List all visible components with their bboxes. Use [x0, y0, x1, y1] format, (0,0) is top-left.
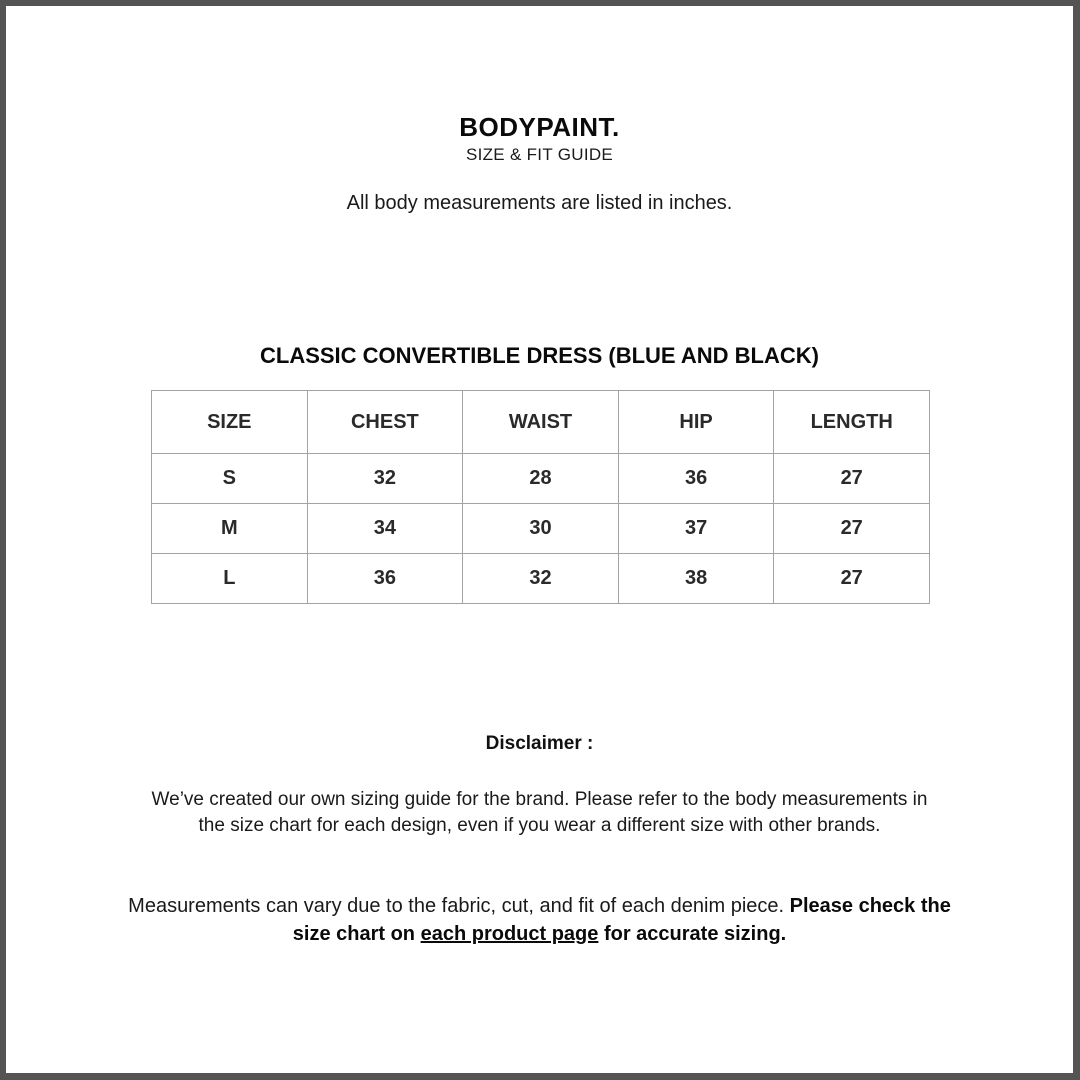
column-header-chest: CHEST [307, 391, 463, 454]
column-header-waist: WAIST [463, 391, 619, 454]
cell-waist: 28 [463, 454, 619, 504]
disclaimer-paragraph: We’ve created our own sizing guide for the brand. Please refer to the body measurements in the size chart for each design, even if you wear a different size with other brands. [151, 789, 928, 836]
cell-size: M [152, 504, 308, 554]
size-table [151, 390, 930, 604]
cell-chest: 36 [307, 554, 463, 604]
disclaimer-title: Disclaimer : [485, 733, 594, 754]
cell-hip: 38 [618, 554, 774, 604]
cell-hip: 37 [618, 504, 774, 554]
cell-size: L [152, 554, 308, 604]
size-guide-page [6, 6, 1073, 1073]
column-header-size: SIZE [152, 391, 308, 454]
column-header-hip: HIP [618, 391, 774, 454]
table-header-row [152, 391, 930, 454]
cell-waist: 30 [463, 504, 619, 554]
cell-waist: 32 [463, 554, 619, 604]
product-title: CLASSIC CONVERTIBLE DRESS (BLUE AND BLACK) [260, 343, 819, 368]
cell-size: S [152, 454, 308, 504]
units-note: All body measurements are listed in inches. [346, 192, 733, 214]
cell-hip: 36 [618, 454, 774, 504]
disclaimer-paragraph-2 [126, 892, 953, 948]
disclaimer-bold-text: Please check the size chart on [292, 895, 951, 945]
brand-title: BODYPAINT. [459, 112, 620, 142]
table-row [152, 554, 930, 604]
product-page-link[interactable]: each product page [420, 923, 599, 945]
cell-length: 27 [774, 554, 930, 604]
cell-chest: 34 [307, 504, 463, 554]
cell-length: 27 [774, 454, 930, 504]
disclaimer-bold-text-end: for accurate sizing. [598, 923, 787, 945]
cell-chest: 32 [307, 454, 463, 504]
table-row [152, 454, 930, 504]
guide-subtitle: SIZE & FIT GUIDE [465, 145, 614, 164]
column-header-length: LENGTH [774, 391, 930, 454]
disclaimer-plain-text: Measurements can vary due to the fabric, cut, and fit of each denim piece. [128, 895, 790, 917]
cell-length: 27 [774, 504, 930, 554]
table-row [152, 504, 930, 554]
